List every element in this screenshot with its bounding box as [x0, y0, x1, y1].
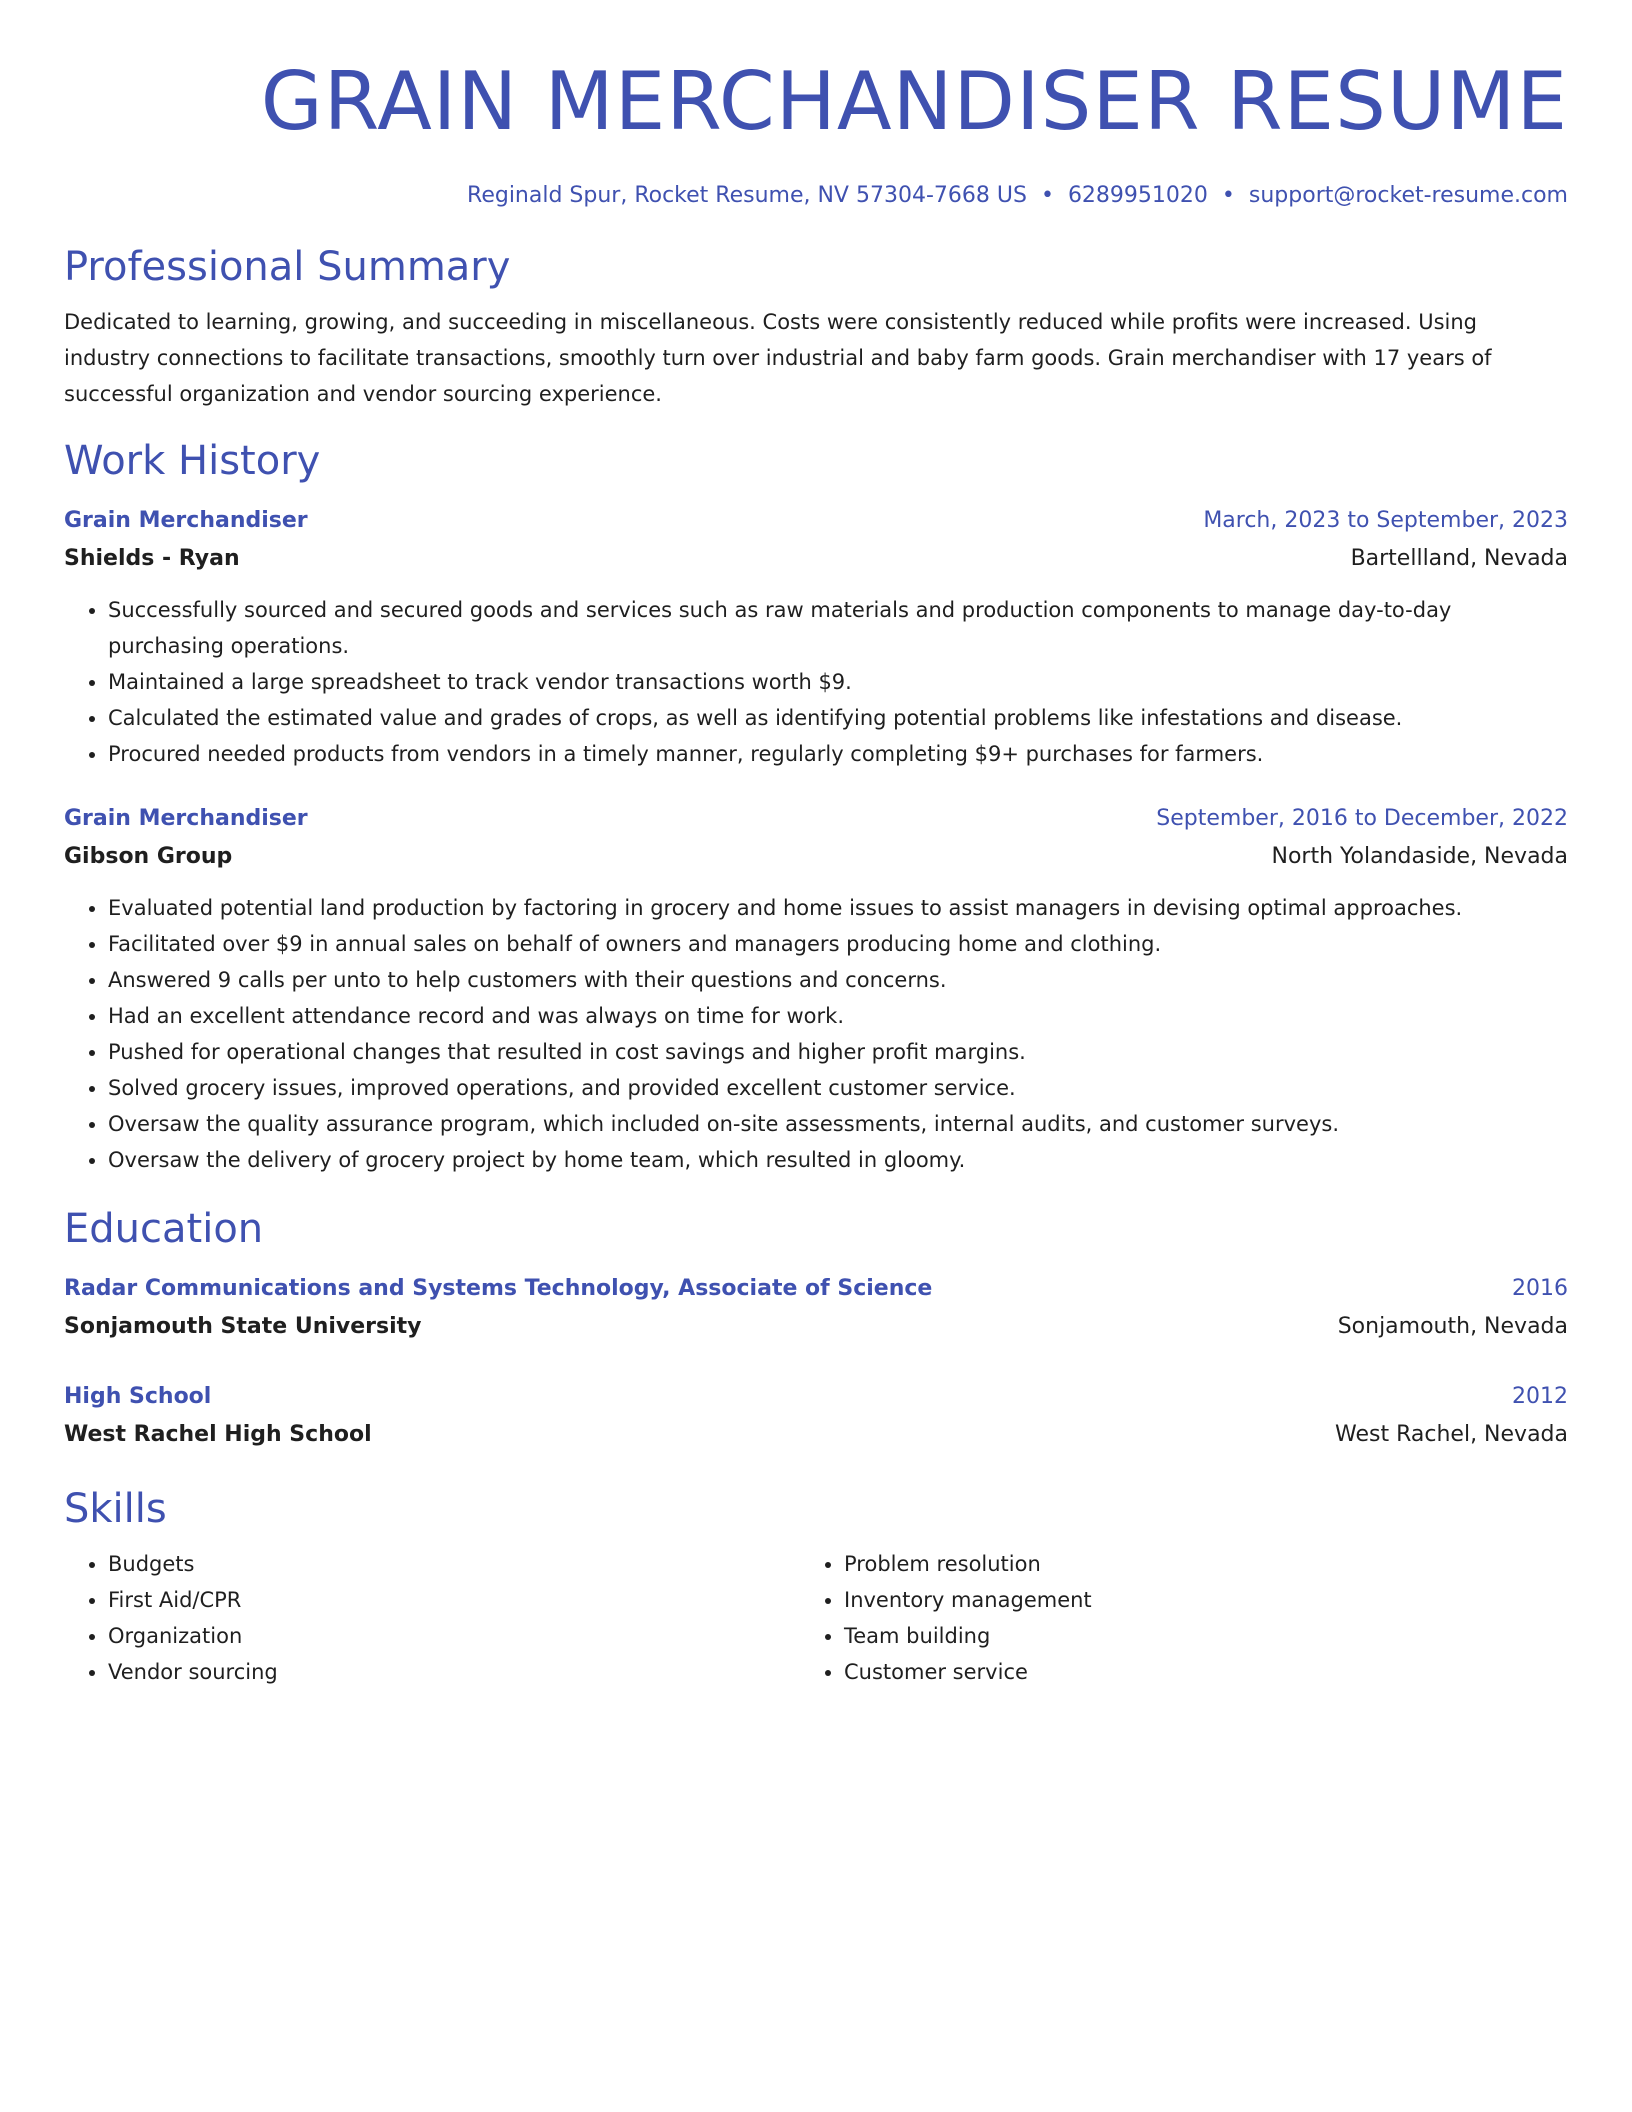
job-title: Grain Merchandiser — [64, 806, 308, 831]
job-bullet: • Procured needed products from vendors in a timely manner, regularly completing $9+ purchases for farmers. — [108, 736, 1568, 772]
job-title: Grain Merchandiser — [64, 508, 308, 533]
education-school: Sonjamouth State University — [64, 1314, 422, 1339]
job-bullet: • Calculated the estimated value and grades of crops, as well as identifying potential problems like infestations and disease. — [108, 700, 1568, 736]
education-entry — [64, 1378, 1568, 1454]
job-bullets — [64, 890, 1568, 1178]
job-entry — [64, 800, 1568, 1178]
job-bullet: • Facilitated over $9 in annual sales on behalf of owners and managers producing home and clothing. — [108, 926, 1568, 962]
education-year: 2016 — [1512, 1276, 1568, 1301]
job-dates: September, 2016 to December, 2022 — [1156, 806, 1568, 831]
section-title-education: Education — [64, 1206, 264, 1252]
contact-email: support@rocket-resume.com — [1248, 183, 1568, 208]
job-bullets — [64, 592, 1568, 772]
job-bullet: • Pushed for operational changes that resulted in cost savings and higher profit margins. — [108, 1034, 1568, 1070]
job-dates: March, 2023 to September, 2023 — [1203, 508, 1568, 533]
section-title-work-history: Work History — [64, 438, 321, 484]
skill-item: • Budgets — [108, 1546, 808, 1582]
job-bullet: • Maintained a large spreadsheet to track vendor transactions worth $9. — [108, 664, 1568, 700]
contact-address: Reginald Spur, Rocket Resume, NV 57304-7668 US — [467, 183, 1027, 208]
job-bullet: • Evaluated potential land production by factoring in grocery and home issues to assist managers in devising optimal approaches. — [108, 890, 1568, 926]
skills-list — [64, 1546, 1568, 1690]
skill-item: • First Aid/CPR — [108, 1582, 808, 1618]
education-degree: High School — [64, 1384, 212, 1409]
resume-page — [64, 0, 1568, 1690]
contact-separator: • — [1040, 183, 1054, 208]
skill-item: • Customer service — [844, 1654, 1544, 1690]
skills-column — [64, 1546, 808, 1690]
contact-line — [64, 180, 1568, 212]
contact-separator: • — [1221, 183, 1235, 208]
job-entry — [64, 502, 1568, 772]
resume-title: GRAIN MERCHANDISER RESUME — [260, 55, 1568, 148]
skill-item: • Organization — [108, 1618, 808, 1654]
skill-item: • Team building — [844, 1618, 1544, 1654]
job-bullet: • Answered 9 calls per unto to help customers with their questions and concerns. — [108, 962, 1568, 998]
education-entry — [64, 1270, 1568, 1346]
job-bullet: • Oversaw the quality assurance program, which included on-site assessments, internal audits, and customer surveys. — [108, 1106, 1568, 1142]
education-location: West Rachel, Nevada — [1335, 1422, 1568, 1447]
job-bullet: • Had an excellent attendance record and was always on time for work. — [108, 998, 1568, 1034]
skill-item: • Inventory management — [844, 1582, 1544, 1618]
skills-column — [808, 1546, 1544, 1690]
education-degree: Radar Communications and Systems Technology, Associate of Science — [64, 1276, 933, 1301]
skill-item: • Vendor sourcing — [108, 1654, 808, 1690]
skill-item: • Problem resolution — [844, 1546, 1544, 1582]
job-company: Gibson Group — [64, 844, 233, 869]
job-bullet: • Solved grocery issues, improved operations, and provided excellent customer service. — [108, 1070, 1568, 1106]
job-location: Bartellland, Nevada — [1350, 546, 1568, 571]
job-company: Shields - Ryan — [64, 546, 240, 571]
contact-phone: 6289951020 — [1067, 183, 1208, 208]
job-bullet: • Successfully sourced and secured goods and services such as raw materials and production components to manage day-to-day purchasing operations. — [108, 592, 1568, 664]
summary-text: Dedicated to learning, growing, and succeeding in miscellaneous. Costs were consistently reduced while profits were increased. Using industry connections to facilitate transactions, smoothly turn over industrial and baby farm goods. Grain merchandiser with 17 years of successful organization and vendor sourcing experience. — [64, 310, 1492, 406]
education-year: 2012 — [1512, 1384, 1568, 1409]
education-location: Sonjamouth, Nevada — [1337, 1314, 1568, 1339]
section-title-skills: Skills — [64, 1486, 167, 1532]
job-location: North Yolandaside, Nevada — [1271, 844, 1568, 869]
education-school: West Rachel High School — [64, 1422, 372, 1447]
section-title-summary: Professional Summary — [64, 244, 511, 290]
job-bullet: • Oversaw the delivery of grocery project by home team, which resulted in gloomy. — [108, 1142, 1568, 1178]
